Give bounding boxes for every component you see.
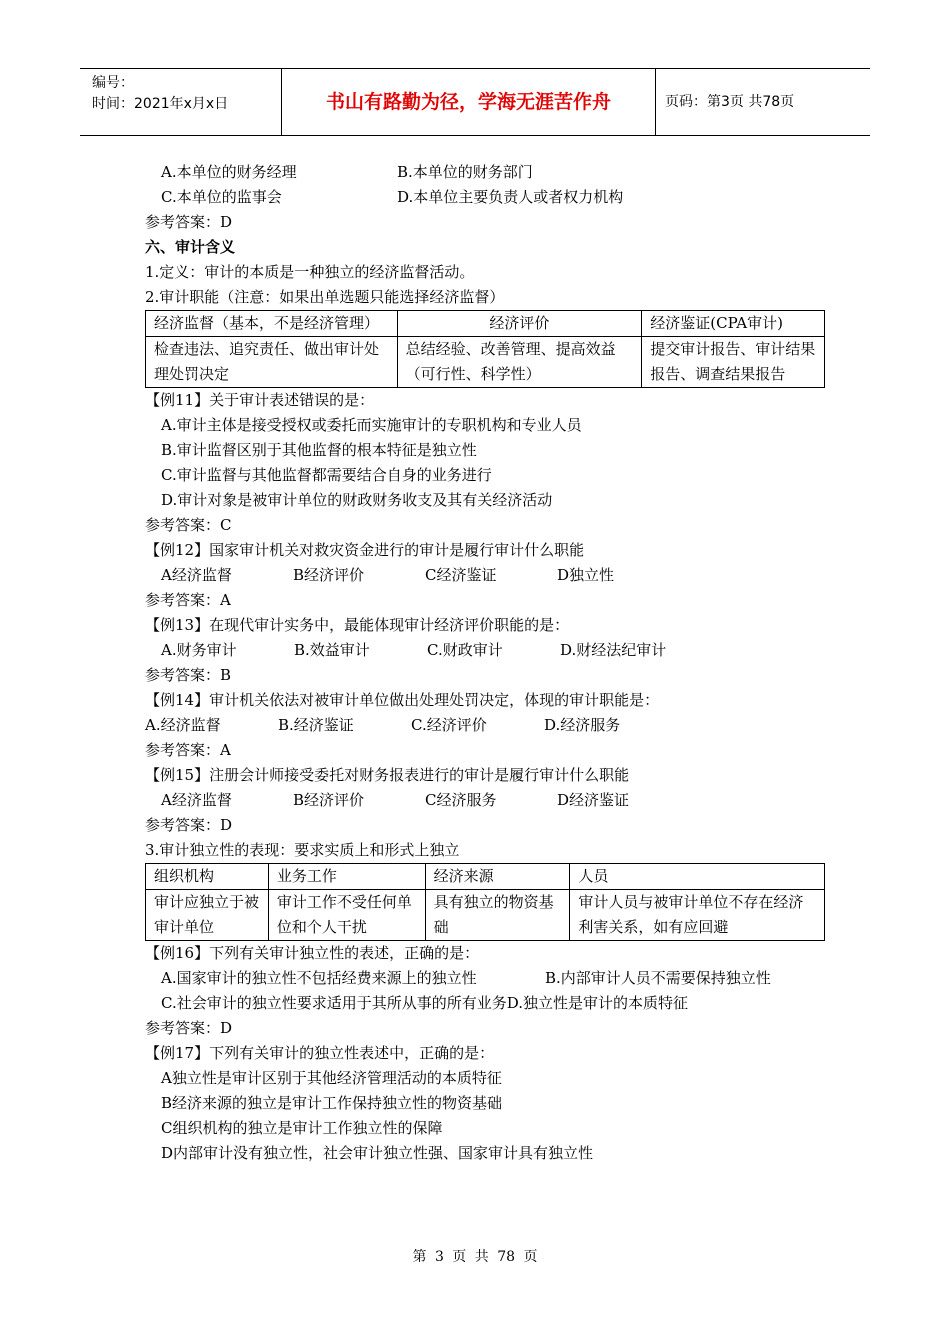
question-stem: 【例12】国家审计机关对救灾资金进行的审计是履行审计什么职能 [145,541,585,559]
table-cell: 提交审计报告、审计结果报告、调查结果报告 [642,337,825,388]
option: B.审计监督区别于其他监督的根本特征是独立性 [161,441,477,459]
answer: 参考答案：A [145,591,231,609]
option: A.审计主体是接受授权或委托而实施审计的专职机构和专业人员 [161,416,582,434]
option: B.内部审计人员不需要保持独立性 [545,969,771,987]
table-cell: 审计应独立于被审计单位 [146,890,269,941]
option: A.国家审计的独立性不包括经费来源上的独立性 [161,969,477,987]
header-page-info: 页码：第3页 共78页 [665,94,795,110]
page-header [80,68,870,136]
time-label: 时间：2021年x月x日 [92,96,229,112]
question-stem: 【例13】在现代审计实务中，最能体现审计经济评价职能的是： [145,616,570,634]
audit-functions-table [145,310,825,388]
option: A经济监督 [161,566,232,584]
option: C组织机构的独立是审计工作独立性的保障 [161,1119,443,1137]
option-row [145,638,835,663]
option: D经济鉴证 [557,791,630,809]
option-row [145,563,835,588]
independence-heading: 3.审计独立性的表现：要求实质上和形式上独立 [145,841,460,859]
header-divider [655,69,656,135]
option: D.本单位主要负责人或者权力机构 [397,188,624,206]
option: D.经济服务 [544,716,621,734]
header-meta [92,73,228,115]
option: B经济评价 [293,791,365,809]
table-cell: 具有独立的物资基础 [425,890,570,941]
question-stem: 【例16】下列有关审计独立性的表述，正确的是： [145,944,480,962]
table-header-cell: 经济来源 [425,864,570,890]
option-row [145,788,835,813]
option: B.经济鉴证 [278,716,354,734]
page-footer: 第 3 页 共 78 页 [412,1249,538,1265]
table-cell: 审计工作不受任何单位和个人干扰 [268,890,425,941]
option-row [145,991,835,1016]
option: C经济服务 [425,791,497,809]
question-stem: 【例14】审计机关依法对被审计单位做出处理处罚决定，体现的审计职能是： [145,691,660,709]
question-stem: 【例11】关于审计表述错误的是： [145,391,375,409]
question-stem: 【例17】下列有关审计的独立性表述中，正确的是： [145,1044,495,1062]
document-body [145,160,835,1166]
table-cell: 检查违法、追究责任、做出审计处理处罚决定 [146,337,398,388]
header-motto: 书山有路勤为径，学海无涯苦作舟 [325,91,611,113]
option: B经济评价 [293,566,365,584]
option: B.本单位的财务部门 [397,163,533,181]
option-row [145,966,835,991]
table-cell: 审计人员与被审计单位不存在经济利害关系，如有应回避 [570,890,825,941]
option: D.审计对象是被审计单位的财政财务收支及其有关经济活动 [161,491,553,509]
answer: 参考答案：A [145,741,231,759]
option: C.社会审计的独立性要求适用于其所从事的所有业务 [161,994,507,1012]
section-heading: 六、审计含义 [145,238,236,256]
table-header-cell: 组织机构 [146,864,269,890]
answer: 参考答案：C [145,516,232,534]
answer: 参考答案：B [145,666,232,684]
option: B经济来源的独立是审计工作保持独立性的物资基础 [161,1094,503,1112]
option: C.本单位的监事会 [161,188,282,206]
definition-text: 1.定义：审计的本质是一种独立的经济监督活动。 [145,263,475,281]
option-row [145,713,835,738]
table-header-cell: 经济评价 [397,311,642,337]
functions-text: 2.审计职能（注意：如果出单选题只能选择经济监督） [145,288,505,306]
answer: 参考答案：D [145,1019,233,1037]
option: C.审计监督与其他监督都需要结合自身的业务进行 [161,466,492,484]
option: D独立性 [557,566,615,584]
option: A.经济监督 [145,716,221,734]
option: B.效益审计 [294,641,370,659]
option: D内部审计没有独立性，社会审计独立性强、国家审计具有独立性 [161,1144,594,1162]
table-header-cell: 经济监督（基本，不是经济管理） [146,311,398,337]
code-label: 编号： [92,75,134,91]
question-stem: 【例15】注册会计师接受委托对财务报表进行的审计是履行审计什么职能 [145,766,630,784]
table-cell: 总结经验、改善管理、提高效益（可行性、科学性） [397,337,642,388]
option: A经济监督 [161,791,232,809]
answer: 参考答案：D [145,213,233,231]
table-header-cell: 经济鉴证(CPA审计) [642,311,825,337]
option-row [145,160,835,185]
option: A.本单位的财务经理 [161,163,297,181]
option: D.财经法纪审计 [560,641,667,659]
option-row [145,185,835,210]
option: A独立性是审计区别于其他经济管理活动的本质特征 [161,1069,502,1087]
table-header-cell: 人员 [570,864,825,890]
option: A.财务审计 [161,641,237,659]
option: C.经济评价 [411,716,487,734]
answer: 参考答案：D [145,816,233,834]
option: C经济鉴证 [425,566,497,584]
option: C.财政审计 [427,641,503,659]
option: D.独立性是审计的本质特征 [506,994,688,1012]
independence-table [145,863,825,941]
table-header-cell: 业务工作 [268,864,425,890]
